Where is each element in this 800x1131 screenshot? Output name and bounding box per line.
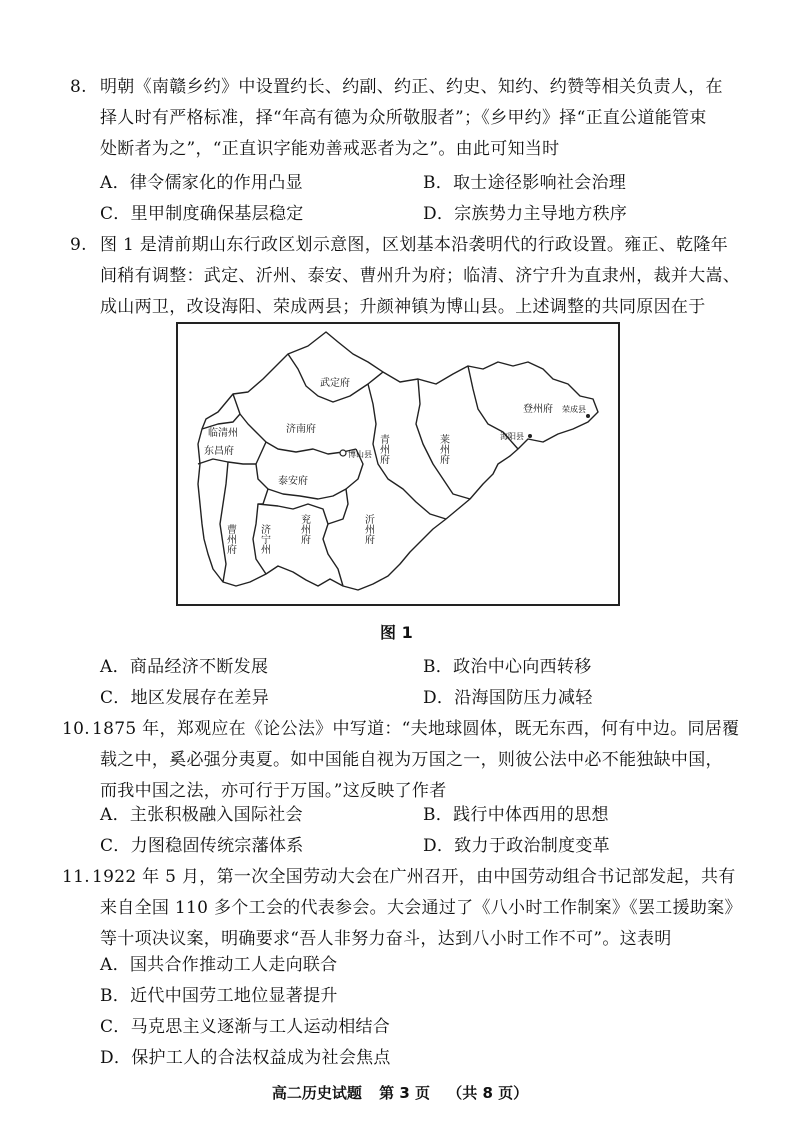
question-text-line: 间稍有调整：武定、沂州、泰安、曹州升为府；临清、济宁升为直隶州，裁并大嵩、: [100, 266, 741, 286]
question-9: [70, 230, 741, 323]
q9-option-c[interactable]: C．地区发展存在差异: [100, 688, 270, 708]
figure-caption: 图 1: [380, 623, 413, 642]
footer-total-pages: （共 8 页）: [447, 1084, 529, 1102]
question-number: 10.: [62, 719, 90, 739]
question-text-line: 明朝《南赣乡约》中设置约长、约副、约正、约史、知约、约赞等相关负责人，在: [100, 77, 723, 97]
q8-option-c[interactable]: C．里甲制度确保基层稳定: [100, 204, 304, 224]
label-wuding: 武定府: [320, 378, 350, 389]
label-jining: 济宁州: [258, 524, 270, 554]
label-rongcheng: 荣成县: [562, 405, 586, 414]
footer-page-number: 第 3 页: [379, 1084, 430, 1102]
question-text-line: 1922 年 5 月，第一次全国劳动大会在广州召开，由中国劳动组合书记部发起，共有: [92, 867, 736, 887]
label-laizhou: 莱州府: [437, 434, 449, 464]
label-boshan: 博山县: [348, 450, 372, 459]
question-10: [62, 714, 740, 807]
boshan-marker: [340, 450, 346, 456]
q9-option-b[interactable]: B．政治中心向西转移: [423, 657, 592, 677]
q10-option-c[interactable]: C．力图稳固传统宗藩体系: [100, 836, 304, 856]
boundary-linqing: [202, 414, 240, 429]
label-caozhou: 曹州府: [224, 524, 236, 554]
label-jinan: 济南府: [286, 424, 316, 435]
label-haiyang: 海阳县: [500, 432, 524, 441]
q10-option-d[interactable]: D．致力于政治制度变革: [423, 836, 610, 856]
question-text-line: 成山两卫，改设海阳、荣成两县；升颜神镇为博山县。上述调整的共同原因在于: [100, 297, 706, 317]
q11-option-d[interactable]: D．保护工人的合法权益成为社会焦点: [100, 1048, 391, 1068]
rongcheng-marker: [586, 414, 590, 418]
q10-option-a[interactable]: A．主张积极融入国际社会: [100, 805, 303, 825]
q8-option-d[interactable]: D．宗族势力主导地方秩序: [423, 204, 628, 224]
shandong-map: [178, 324, 618, 604]
label-yizhou: 沂州府: [362, 514, 374, 544]
boundary-dongchang: [198, 459, 256, 464]
label-dengzhou: 登州府: [523, 404, 553, 415]
question-number: 11.: [62, 867, 90, 887]
q11-option-c[interactable]: C．马克思主义逐渐与工人运动相结合: [100, 1017, 391, 1037]
q8-option-b[interactable]: B．取士途径影响社会治理: [423, 173, 627, 193]
label-linqing: 临清州: [208, 428, 238, 439]
q8-option-a[interactable]: A．律令儒家化的作用凸显: [100, 173, 303, 193]
q11-option-a[interactable]: A．国共合作推动工人走向联合: [100, 955, 338, 975]
shandong-map-figure: [176, 322, 620, 606]
q9-option-d[interactable]: D．沿海国防压力减轻: [423, 688, 593, 708]
haiyang-marker: [528, 434, 532, 438]
boundary-caozhou: [220, 462, 228, 582]
label-taian: 泰安府: [278, 476, 308, 487]
question-number: 8.: [70, 77, 87, 97]
question-text-line: 而我中国之法，亦可行于万国。”这反映了作者: [100, 781, 447, 801]
question-number: 9.: [70, 235, 87, 255]
page-footer: [0, 1082, 800, 1103]
question-11: [62, 862, 742, 955]
question-text-line: 处断者为之”，“正直识字能劝善戒恶者为之”。由此可知当时: [100, 139, 560, 159]
boundary-yizhou: [328, 489, 348, 524]
q10-option-b[interactable]: B．践行中体西用的思想: [423, 805, 609, 825]
question-text-line: 图 1 是清前期山东行政区划示意图，区划基本沿袭明代的行政设置。雍正、乾隆年: [100, 235, 729, 255]
footer-title: 高二历史试题: [271, 1084, 362, 1102]
question-text-line: 等十项决议案，明确要求“吾人非努力奋斗，达到八小时工作不可”。这表明: [100, 929, 672, 949]
question-8: [70, 72, 730, 165]
question-text-line: 来自全国 110 多个工会的代表参会。大会通过了《八小时工作制案》《罢工援助案》: [100, 898, 742, 918]
question-text-line: 1875 年，郑观应在《论公法》中写道：“夫地球圆体，既无东西，何有中边。同居覆: [92, 719, 740, 739]
label-qingzhou: 青州府: [377, 434, 389, 464]
question-text-line: 载之中，奚必强分夷夏。如中国能自视为万国之一，则彼公法中必不能独缺中国，: [100, 750, 723, 770]
label-yanzhou: 兖州府: [298, 514, 310, 544]
q11-option-b[interactable]: B．近代中国劳工地位显著提升: [100, 986, 338, 1006]
label-dongchang: 东昌府: [204, 446, 234, 457]
q9-option-a[interactable]: A．商品经济不断发展: [100, 657, 269, 677]
question-text-line: 择人时有严格标准，择“年高有德为众所敬服者”；《乡甲约》择“正直公道能管束: [100, 108, 707, 128]
